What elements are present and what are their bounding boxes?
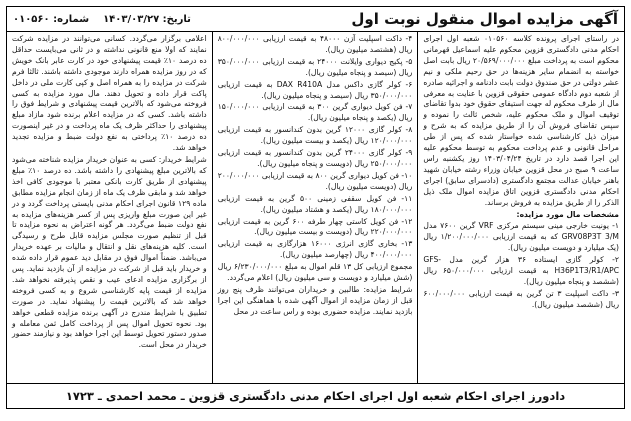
paragraph: ۱۱- فن کویل سقفی زمینی ۵۰۰ گرین به قیمت ارزیابی ۱۸۰/۰۰۰/۰۰۰ ریال (یکصد و هشتاد میلیون ریال). [217, 193, 413, 214]
notice-meta [13, 14, 191, 25]
notice-number: شماره: ۰۱۰۵۶۰ [13, 13, 90, 25]
paragraph: ۲- کولر گازی ایستاده ۳۶ هزار گرین مدل GFS-H36P1T3/R1/APC به قیمت ارزیابی ۶۵۰/۰۰۰/۰۰۰ ریال (ششصد و پنجاه میلیون ریال). [423, 255, 619, 286]
auction-notice [6, 6, 625, 409]
paragraph: ۱۰- فن کویل دیواری گرین ۸۰۰ به قیمت ارزیابی ۲۰۰/۰۰۰/۰۰۰ ریال (دویست میلیون ریال). [217, 170, 413, 191]
paragraph: ۷- فن کویل دیواری گرین ۳۰۰ به قیمت ارزیابی ۱۵۰/۰۰۰/۰۰۰ ریال (یکصد و پنجاه میلیون ریال). [217, 102, 413, 123]
notice-title: آگهی مزایده اموال منقول نوبت اول [351, 10, 618, 28]
notice-footer [7, 383, 624, 408]
paragraph: مشخصات مال مورد مزایده: [516, 209, 619, 219]
notice-body [7, 32, 624, 384]
paragraph: شرایط خریدار: کسی به عنوان خریدار مزایده شناخته می‌شود که بالاترین مبلغ پیشنهادی را داشته باشد. ده درصد ۱۰٪ مبلغ پیشنهادی از طریق کارت بانکی معتبر با موجودی کافی اخذ خواهد شد و مابقی ظرف یک ماه از زمان انجام مزایده مطابق ماده ۱۲۹ قانون اجرای احکام مدنی بایستی پرداخت گردد و در غیر این صورت مبلغ واریزی پس از کسر هزینه‌های مزایده به نفع دولت ضبط می‌گردد. هر گونه اعتراض به نحوه مزایده تا قبل از تنظیم صورت مجلس مزایده قابل طرح و رسیدگی است. کلیه هزینه‌های نقل و انتقال و مالیات بر عهده خریدار می‌باشد. ضمناً اموال فوق در مقابل دید عموم قرار داده شده و خریدار باید قبل از شرکت در مزایده از آن بازدید نماید. پس از برگزاری مزایده ادعای عیب و نقص پذیرفته نخواهد شد. مزایده از قیمت پایه کارشناسی شروع و به کسی فروخته خواهد شد که بالاترین قیمت را پیشنهاد نماید. در صورت تطبیق با شرایط مندرج در آگهی برنده مزایده قطعی خواهد بود. نحوه تحویل اموال پس از پرداخت کامل ثمن معامله و صدور دستور تحویل توسط این اجرا خواهد بود و نیازمند حضور خریدار در محل است. [12, 154, 207, 350]
paragraph: ۳- داکت اسپلیت ۳ تن گرین به قیمت ارزیابی ۶۰۰/۰۰۰/۰۰۰ ریال (ششصد میلیون ریال). [423, 288, 619, 309]
paragraph: ۶- کولر گازی داکس مدل DAX R410A به قیمت ارزیابی ۳۵۰/۰۰۰/۰۰۰ ریال (سیصد و پنجاه میلیون ریال). [217, 79, 413, 100]
notice-header [7, 7, 624, 32]
column-middle [213, 32, 419, 384]
notice-date: تاریخ: ۱۴۰۳/۰۳/۲۷ [103, 13, 191, 25]
paragraph: ۱- یونیت خارجی مینی سیستم مرکزی VRF گرین ۷۶۰۰ مدل GRV08P3T 3/M که به قیمت ارزیابی ۱/۲۰۰/۰۰۰/۰۰۰ ریال (یک میلیارد و دویست میلیون ریال). [423, 221, 619, 253]
column-left [7, 32, 213, 384]
paragraph: ۱۳- بخاری گازی انرژی ۱۶۰۰۰ هزارگازی به قیمت ارزیابی ۴۰۰/۰۰۰/۰۰۰ ریال (چهارصد میلیون ریال). [217, 239, 413, 260]
paragraph: ۱۲- فن کویل کاستی چهار طرفه ۶۰۰ گرین به قیمت ارزیابی ۲۲۰/۰۰۰/۰۰۰ ریال (دویست و بیست میلیون ریال). [217, 216, 413, 237]
column-right [418, 32, 624, 384]
paragraph: ۸- کولر گازی ۱۲۰۰۰ گرین بدون کندانسور به قیمت ارزیابی ۱۲۰/۰۰۰/۰۰۰ ریال (یکصد و بیست میلیون ریال). [217, 125, 413, 146]
paragraph: شرایط مزایده: طالبین و خریداران می‌توانند ظرف پنج روز قبل از زمان مزایده از اموال آگهی شده با هماهنگی این اجرا بازدید نمایند. مزایده حضوری بوده و راس ساعت در محل [217, 284, 413, 316]
paragraph: در راستای اجرای پرونده کلاسه ۰۱۰۵۶۰ شعبه اول اجرای احکام مدنی دادگستری قزوین محکوم علیه اسماعیل قهرمانی محکوم است به پرداخت مبلغ ۲۰/۵۶۹/۰۰۰/۰۰۰ ریال بابت اصل خواسته به انضمام سایر هزینه‌ها در حق رحیم ملکی و نیم عشر دولتی در حق صندوق دولت بابت دادنامه و اجرائیه صادره از شعبه دوم دادگاه عمومی حقوقی قزوین با عنایت به معرفی مال از طرف محکوم له جهت استیفای حقوق خود بدوا تقاضای توقیف اموال و ملک محکوم علیه، شخص ثالث را نموده و سپس تقاضای فروش آن را از طریق مزایده که به شرح و میزان ذیل کارشناسی شده خواستار شده که پس از طی مراحل قانونی و عدم پرداخت محکوم به توسط محکوم علیه این اجرا قصد دارد در تاریخ ۱۴۰۳/۰۴/۲۴ روز یکشنبه راس ساعت ۹ صبح در محل قزوین خیابان وزراء رشته خیابان شهید باهنر خیابان عدالت مجتمع دادگستری (دادسرای سابق) اجرای احکام مدنی دادگستری قزوین اتاق مزایده اموال ملک ذیل الذکر را از طریق مزایده به فروش برساند. [423, 34, 620, 207]
paragraph: ۹- کولر گازی ۲۴۰۰۰ گرین بدون کندانسور به قیمت ارزیابی ۲۵۰/۰۰۰/۰۰۰ ریال (دویست و پنجاه میلیون ریال). [217, 148, 413, 168]
paragraph: مجموع ارزیابی کل ۱۳ قلم اموال به مبلغ ۶/۲۳۰/۰۰۰/۰۰۰ ریال (شش میلیارد و دویست و سی میلیون ریال) اعلام می‌گردد. [217, 262, 413, 283]
paragraph: ۴- داکت اسپلیت آزن ۴۸۰۰۰ به قیمت ارزیابی ۸۰۰/۰۰۰/۰۰۰ ریال (هشتصد میلیون ریال). [217, 34, 413, 54]
footer-signature: دادورز اجرای احکام شعبه اول اجرای احکام مدنی دادگستری قزوین ـ محمد احمدی ـ ۱۷۲۳ [65, 389, 566, 403]
paragraph: اعلامی برگزار می‌گردد. کسانی می‌توانند در مزایده شرکت نمایند که اولا منع قانونی نداشته و در ثانی می‌بایست حداقل ده درصد ۱۰٪ قیمت پیشنهادی خود در کارت عابر بانک خویش که در روز مزایده همراه دارند موجودی داشته باشند. ثالثا فرم شرکت در مزایده را به همراه اصل و کپی کارت ملی در داخل پاکت قرار داده و تحویل دهند. مال مورد مزایده به کسی فروخته می‌شود که بالاترین قیمت پیشنهادی و شرایط فوق را داشته باشد. کسی که در مزایده اعلام برنده شود مازاد مبلغ پیشنهادی را حداکثر ظرف یک ماه پرداخت و در غیر اینصورت ده درصد ۱۰٪ پرداختی به نفع دولت ضبط و مزایده تجدید خواهد شد. [12, 34, 207, 153]
paragraph: ۵- پکیج دیواری وایلانت ۲۴۰۰۰ به قیمت ارزیابی ۳۵۰/۰۰۰/۰۰۰ ریال (سیصد و پنجاه میلیون ریال). [217, 56, 413, 77]
